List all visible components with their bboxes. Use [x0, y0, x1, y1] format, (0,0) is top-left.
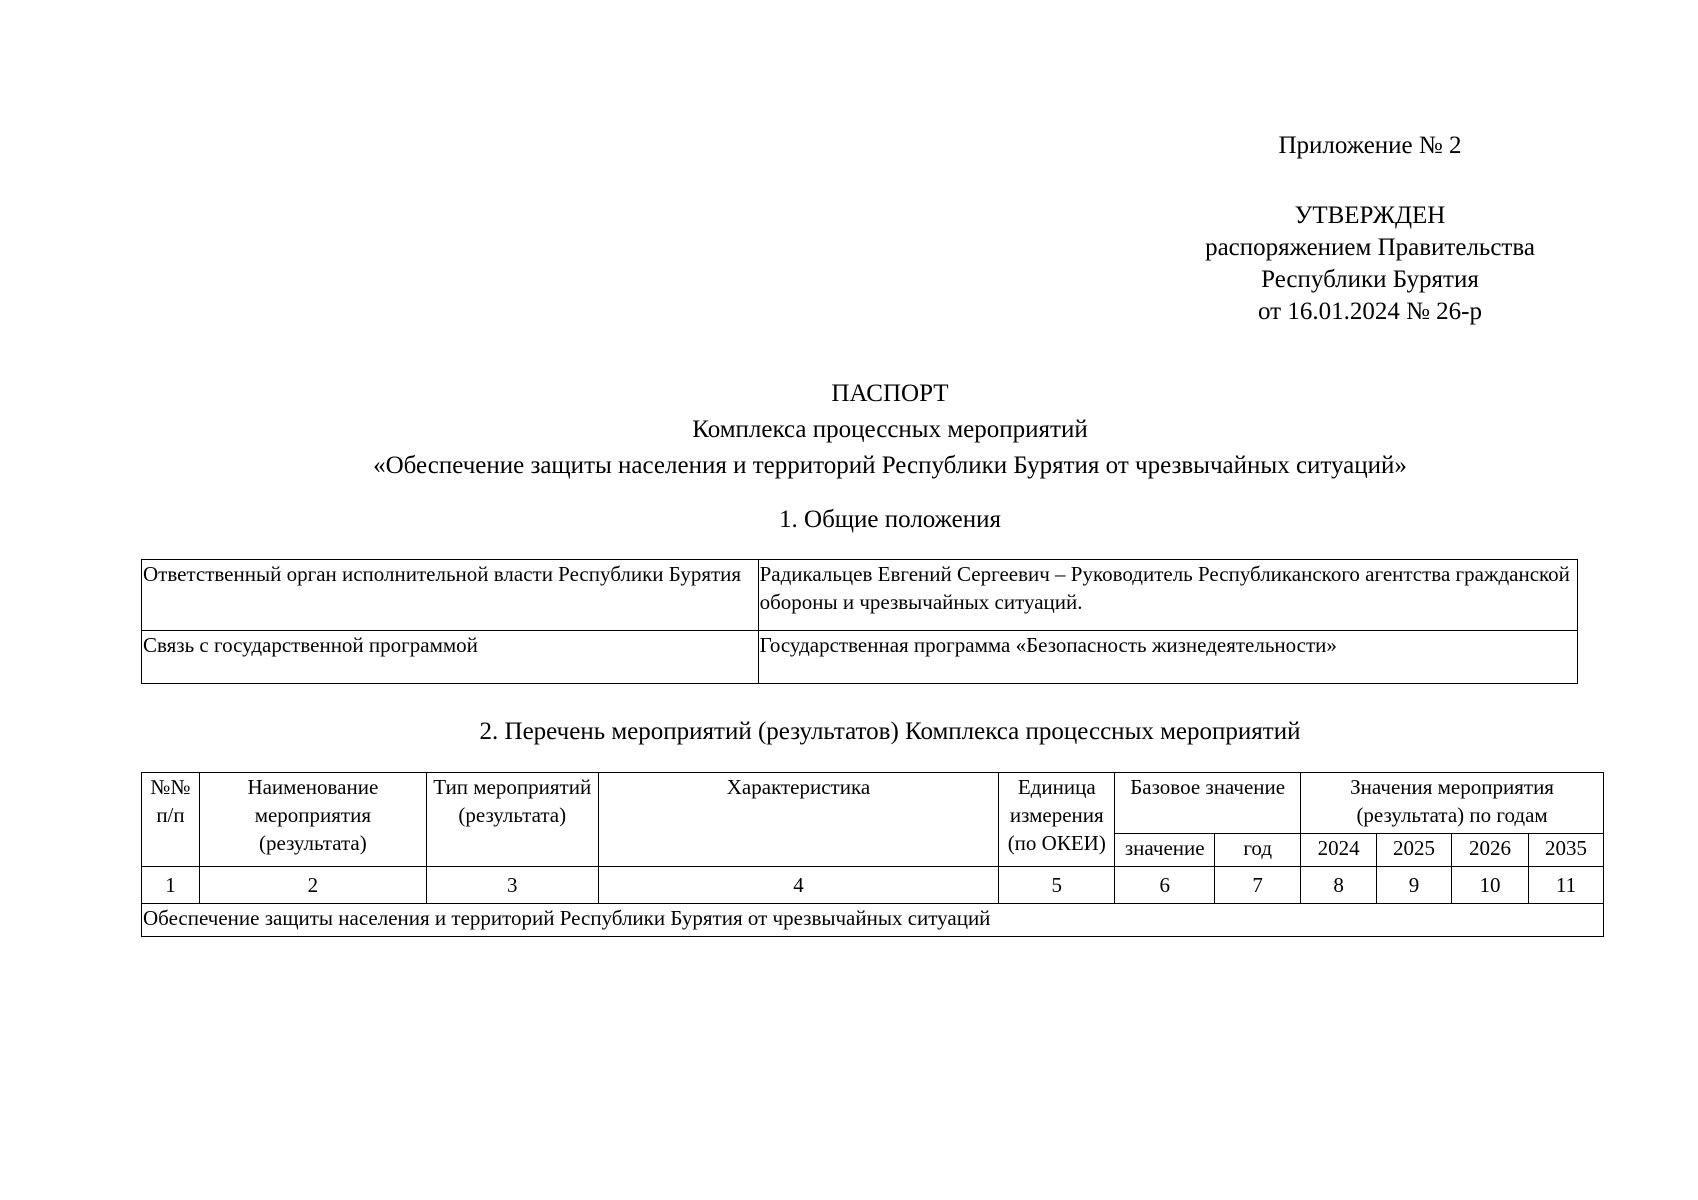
- table-row: [142, 560, 1578, 631]
- document-title: [0, 376, 1698, 484]
- section-1-heading: 1. Общие положения: [779, 506, 1001, 533]
- header-values-by-year: Значения мероприятия (результата) по годам: [1301, 773, 1604, 834]
- column-number: 4: [598, 867, 999, 904]
- header-year: 2024: [1301, 834, 1377, 867]
- group-row: [142, 904, 1604, 937]
- approved-line-1: УТВЕРЖДЕН: [1294, 202, 1446, 229]
- column-number: 3: [426, 867, 598, 904]
- column-number: 5: [999, 867, 1115, 904]
- column-number: 2: [199, 867, 426, 904]
- program-link-value: Государственная программа «Безопасность жизнедеятельности»: [758, 631, 1577, 684]
- header-base-year: год: [1215, 834, 1301, 867]
- column-number: 1: [142, 867, 200, 904]
- title-line-3: «Обеспечение защиты населения и территорий Республики Бурятия от чрезвычайных ситуаций»: [373, 452, 1407, 479]
- title-line-2: Комплекса процессных мероприятий: [692, 416, 1088, 443]
- column-number: 11: [1528, 867, 1603, 904]
- column-number: 10: [1452, 867, 1529, 904]
- approved-line-3: Республики Бурятия: [1261, 266, 1479, 293]
- approved-line-4: от 16.01.2024 № 26-р: [1257, 298, 1483, 325]
- header-num: №№ п/п: [142, 773, 200, 867]
- responsible-body-value: Радикальцев Евгений Сергеевич – Руководитель Республиканского агентства гражданской обороны и чрезвычайных ситуаций.: [758, 560, 1577, 631]
- header-base-value: значение: [1115, 834, 1215, 867]
- approval-stamp: [1100, 200, 1640, 328]
- column-number: 9: [1377, 867, 1452, 904]
- approved-line-2: распоряжением Правительства: [1205, 234, 1535, 261]
- group-row-title: Обеспечение защиты населения и территорий Республики Бурятия от чрезвычайных ситуаций: [142, 904, 1604, 937]
- header-type: Тип мероприятий (результата): [426, 773, 598, 867]
- column-number: 8: [1301, 867, 1377, 904]
- general-provisions-table: [141, 559, 1578, 684]
- header-base: Базовое значение: [1115, 773, 1301, 834]
- header-year: 2026: [1452, 834, 1529, 867]
- column-number-row: [142, 867, 1604, 904]
- section-2-heading: 2. Перечень мероприятий (результатов) Комплекса процессных мероприятий: [479, 718, 1301, 745]
- table-header-row: [142, 773, 1604, 834]
- appendix-label: Приложение № 2: [1278, 132, 1462, 159]
- table-row: [142, 631, 1578, 684]
- program-link-label: Связь с государственной программой: [142, 631, 759, 684]
- header-year: 2025: [1377, 834, 1452, 867]
- responsible-body-label: Ответственный орган исполнительной власти Республики Бурятия: [142, 560, 759, 631]
- header-unit: Единица измерения (по ОКЕИ): [999, 773, 1115, 867]
- header-name: Наименование мероприятия (результата): [199, 773, 426, 867]
- column-number: 6: [1115, 867, 1215, 904]
- column-number: 7: [1215, 867, 1301, 904]
- title-line-1: ПАСПОРТ: [831, 380, 949, 407]
- activities-table: [141, 772, 1604, 937]
- header-characteristic: Характеристика: [598, 773, 999, 867]
- header-year: 2035: [1528, 834, 1603, 867]
